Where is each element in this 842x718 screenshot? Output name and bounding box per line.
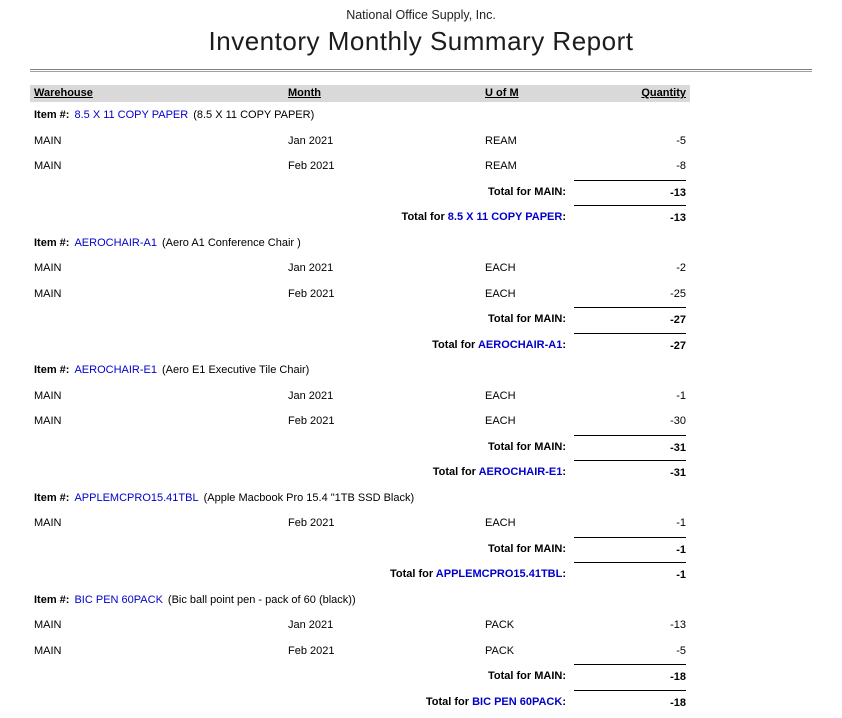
warehouse-total-quantity: -31 [574, 435, 686, 461]
item-number-label: Item #: [34, 491, 70, 504]
item-total-code: BIC PEN 60PACK [472, 695, 563, 708]
company-name: National Office Supply, Inc. [346, 8, 496, 22]
month-cell: Feb 2021 [288, 644, 335, 657]
quantity-cell: -5 [676, 134, 686, 147]
item-total-quantity: -1 [574, 562, 686, 588]
warehouse-cell: MAIN [34, 287, 62, 300]
warehouse-cell: MAIN [34, 644, 62, 657]
warehouse-cell: MAIN [34, 160, 62, 172]
month-cell: Feb 2021 [288, 517, 335, 529]
item-header-row [30, 588, 690, 614]
uom-cell: EACH [485, 517, 516, 529]
warehouse-total-quantity: -27 [574, 307, 686, 333]
warehouse-total-quantity: -13 [574, 180, 686, 206]
item-description: (Aero A1 Conference Chair ) [162, 236, 301, 249]
item-total-code: AEROCHAIR-A1 [477, 338, 563, 351]
item-total-prefix: Total for [432, 466, 479, 478]
warehouse-total-row [30, 180, 690, 206]
item-total-label [30, 205, 566, 231]
item-number-label: Item #: [34, 109, 70, 121]
month-cell: Jan 2021 [288, 619, 334, 631]
item-total-label [30, 333, 566, 359]
item-total-quantity: -13 [574, 205, 686, 231]
warehouse-total-row [30, 537, 690, 563]
warehouse-total-label: Total for MAIN: [487, 185, 566, 198]
item-total-suffix: : [562, 211, 566, 223]
item-code: APPLEMCPRO15.41TBL [74, 491, 199, 504]
month-cell: Jan 2021 [288, 262, 334, 274]
item-group [30, 103, 690, 231]
month-cell: Feb 2021 [288, 415, 335, 427]
item-total-quantity: -18 [574, 690, 686, 716]
item-total-row [30, 333, 690, 359]
column-header-uom: U of M [485, 87, 519, 99]
item-description: (Aero E1 Executive Tile Chair) [162, 364, 310, 376]
item-total-prefix: Total for [432, 338, 478, 351]
item-total-suffix: : [562, 568, 566, 580]
table-row [30, 154, 690, 180]
table-row [30, 613, 690, 639]
warehouse-cell: MAIN [34, 389, 62, 402]
item-total-row [30, 205, 690, 231]
item-number-label: Item #: [34, 593, 70, 606]
item-description: (8.5 X 11 COPY PAPER) [193, 109, 315, 121]
item-total-label [30, 690, 566, 716]
item-number-label: Item #: [34, 364, 70, 376]
item-total-prefix: Total for [425, 695, 473, 708]
item-header-row [30, 486, 690, 512]
warehouse-cell: MAIN [34, 134, 62, 147]
title-divider [30, 69, 812, 72]
table-row [30, 384, 690, 410]
item-code: 8.5 X 11 COPY PAPER [74, 109, 189, 121]
warehouse-total-row [30, 664, 690, 690]
item-total-code: 8.5 X 11 COPY PAPER [447, 211, 563, 223]
table-row [30, 639, 690, 665]
uom-cell: REAM [485, 160, 517, 172]
item-code: AEROCHAIR-A1 [74, 236, 157, 249]
month-cell: Jan 2021 [288, 389, 334, 402]
item-total-label [30, 460, 566, 486]
warehouse-cell: MAIN [34, 619, 62, 631]
uom-cell: REAM [485, 134, 517, 147]
warehouse-total-label: Total for MAIN: [487, 670, 566, 682]
item-code: AEROCHAIR-E1 [74, 364, 157, 376]
quantity-cell: -30 [670, 415, 686, 427]
warehouse-cell: MAIN [34, 415, 62, 427]
column-header-warehouse: Warehouse [34, 87, 93, 99]
table-row [30, 129, 690, 155]
report-body [30, 103, 690, 715]
warehouse-total-label: Total for MAIN: [487, 542, 566, 555]
report-title: Inventory Monthly Summary Report [208, 26, 634, 56]
item-group [30, 231, 690, 359]
item-header-row [30, 103, 690, 129]
item-description: (Bic ball point pen - pack of 60 (black)) [167, 593, 356, 606]
column-header-month: Month [288, 87, 321, 99]
warehouse-total-row [30, 435, 690, 461]
table-row [30, 282, 690, 308]
column-header-row [30, 85, 690, 102]
item-group [30, 358, 690, 486]
item-total-row [30, 690, 690, 716]
quantity-cell: -13 [670, 619, 686, 631]
item-total-quantity: -31 [574, 460, 686, 486]
quantity-cell: -1 [676, 389, 686, 402]
quantity-cell: -25 [670, 287, 686, 300]
warehouse-total-quantity: -1 [574, 537, 686, 563]
item-total-row [30, 460, 690, 486]
uom-cell: PACK [485, 644, 515, 657]
item-total-quantity: -27 [574, 333, 686, 359]
month-cell: Jan 2021 [288, 134, 334, 147]
item-total-prefix: Total for [401, 211, 448, 223]
warehouse-total-row [30, 307, 690, 333]
item-total-suffix: : [562, 466, 566, 478]
warehouse-cell: MAIN [34, 262, 62, 274]
table-row [30, 409, 690, 435]
item-total-code: APPLEMCPRO15.41TBL [435, 568, 563, 580]
month-cell: Feb 2021 [288, 160, 335, 172]
item-header-row [30, 358, 690, 384]
uom-cell: EACH [485, 262, 516, 274]
warehouse-total-quantity: -18 [574, 664, 686, 690]
item-number-label: Item #: [34, 236, 70, 249]
item-group [30, 588, 690, 716]
quantity-cell: -8 [676, 160, 686, 172]
item-total-label [30, 562, 566, 588]
item-code: BIC PEN 60PACK [74, 593, 163, 606]
uom-cell: EACH [485, 287, 516, 300]
item-header-row [30, 231, 690, 257]
item-total-suffix: : [562, 338, 566, 351]
uom-cell: EACH [485, 415, 516, 427]
uom-cell: PACK [485, 619, 515, 631]
table-row [30, 511, 690, 537]
warehouse-total-label: Total for MAIN: [487, 313, 566, 325]
warehouse-cell: MAIN [34, 517, 62, 529]
item-total-prefix: Total for [389, 568, 436, 580]
item-group [30, 486, 690, 588]
item-description: (Apple Macbook Pro 15.4 "1TB SSD Black) [203, 491, 415, 504]
month-cell: Feb 2021 [288, 287, 335, 300]
item-total-code: AEROCHAIR-E1 [478, 466, 563, 478]
item-total-suffix: : [562, 695, 566, 708]
quantity-cell: -1 [676, 517, 686, 529]
quantity-cell: -5 [676, 644, 686, 657]
column-header-quantity: Quantity [641, 87, 686, 99]
item-total-row [30, 562, 690, 588]
quantity-cell: -2 [676, 262, 686, 274]
uom-cell: EACH [485, 389, 516, 402]
warehouse-total-label: Total for MAIN: [487, 440, 566, 453]
table-row [30, 256, 690, 282]
